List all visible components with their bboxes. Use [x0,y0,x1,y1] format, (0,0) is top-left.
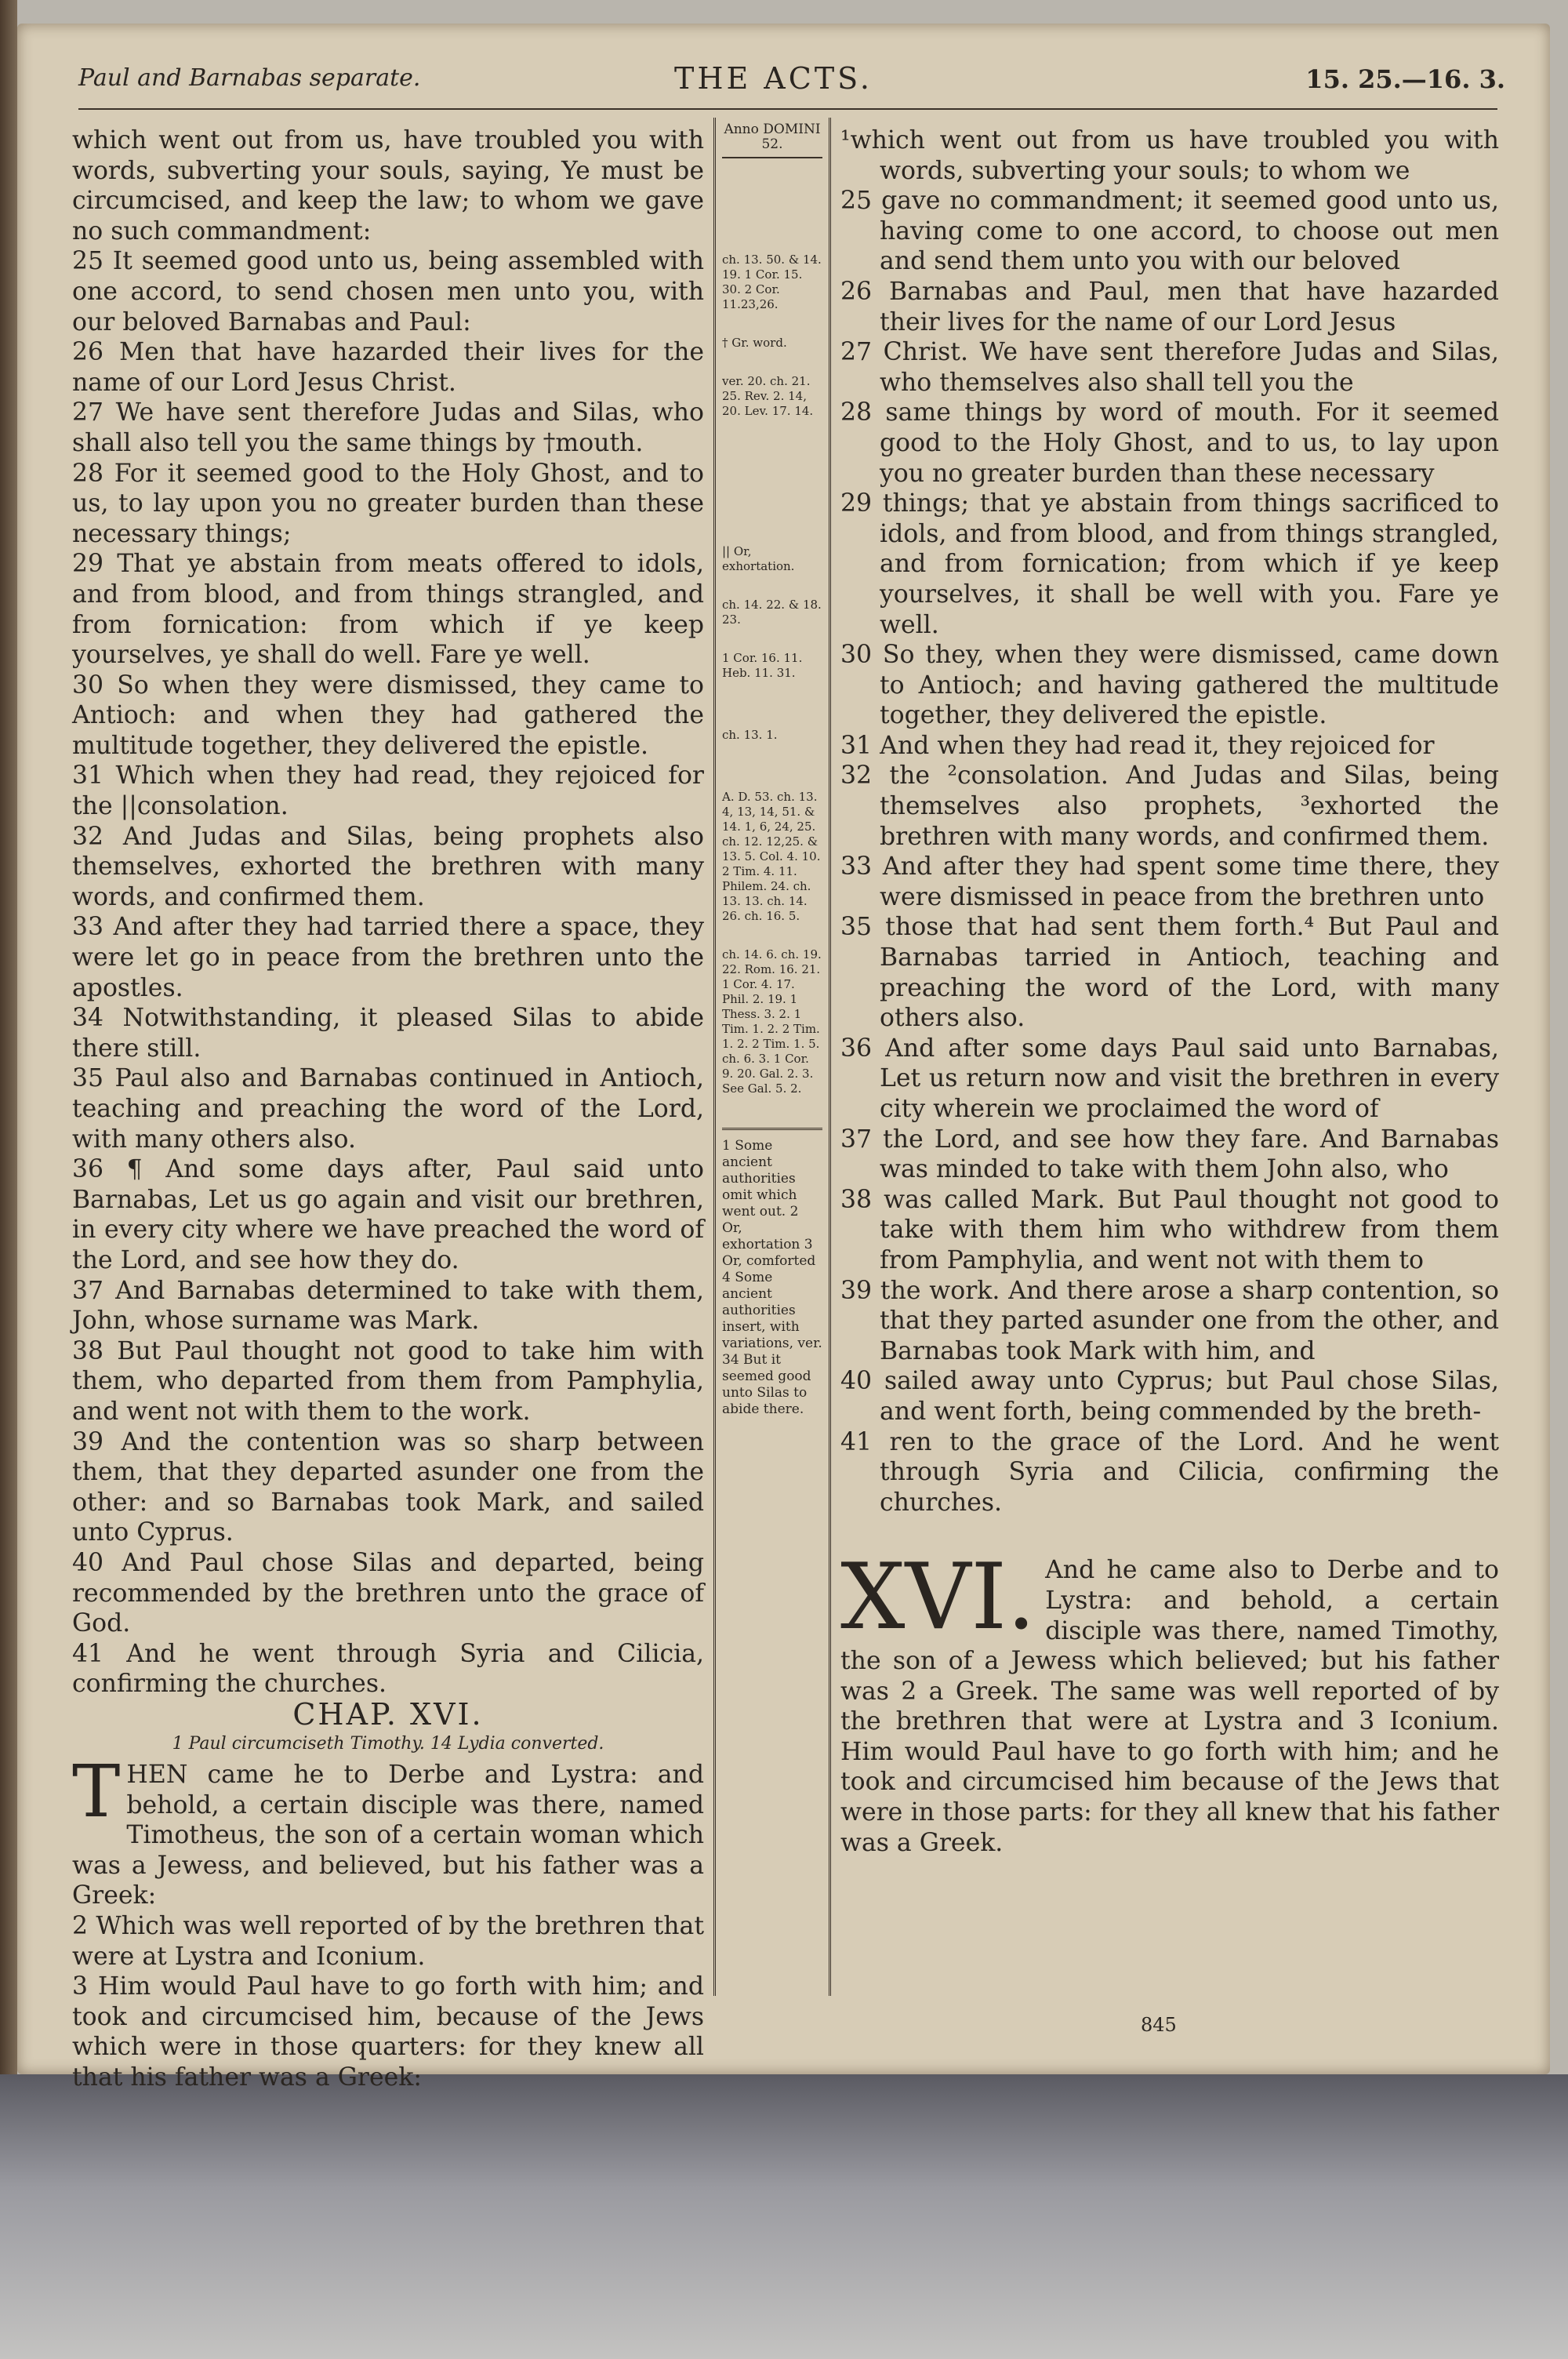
chapter-summary: 1 Paul circumciseth Timothy. 14 Lydia converted. [172,1734,604,1754]
cross-reference: ver. 20. ch. 21. 25. Rev. 2. 14, 20. Lev. 17. 14. [722,374,814,418]
drop-cap: T [72,1750,121,1834]
reference-column [713,118,831,1996]
rv-verse-number: 32 [840,761,890,791]
rv-verse-text: was called Mark. But Paul thought not good to take with them him who withdrew from them from Pamphylia, and went not with them to [880,1185,1499,1274]
rv-verse-number: 29 [840,489,883,518]
cross-reference: ch. 14. 22. & 18. 23. [722,598,822,627]
rv-verse-number: 28 [840,398,886,427]
kjv-verse [72,1750,704,1911]
cross-reference: ch. 13. 50. & 14. 19. 1 Cor. 15. 30. 2 Cor. 11.23,26. [722,253,822,311]
rv-verse-number: 36 [840,1034,886,1063]
cross-reference: A. D. 53. ch. 13. 4, 13, 14, 51. & 14. 1, 6, 24, 25. ch. 12. 12,25. & 13. 5. Col. 4. 10. 2 Tim. 4. 11. Philem. 24. ch. 13. 13. ch. 14. 26. ch. 16. 5. [722,790,821,923]
chapter-heading: CHAP. XVI. [292,1696,484,1732]
rv-verse-number: 37 [840,1125,884,1154]
kjv-verse: 36 ¶ And some days after, Paul said unto Barnabas, Let us go again and visit our brethren, in every city where we have preached the word of the Lord, and see how they do. [72,1155,704,1274]
cross-reference: † Gr. word. [722,336,787,350]
rv-verse-text: things; that ye abstain from things sacrificed to idols, and from blood, and from things strangled, and from fornication; from which if ye keep yourselves, it shall be well with you. Fare ye well. [880,489,1499,639]
kjv-verse: 31 Which when they had read, they rejoiced for the ||consolation. [72,761,704,821]
rv-chapter-text [840,1544,1499,1858]
rv-verse-number: 27 [840,338,884,367]
rv-verse-number: 33 [840,852,883,881]
rv-verse-number: 38 [840,1185,884,1214]
rv-verse-text: the work. And there arose a sharp contention, so that they parted asunder one from the other, and Barnabas took Mark with him, and [880,1276,1499,1365]
rv-verse [840,640,1499,731]
rv-verse-text: Barnabas and Paul, men that have hazarded their lives for the name of our Lord Jesus [880,277,1499,336]
kjv-verse: 34 Notwithstanding, it pleased Silas to abide there still. [72,1004,704,1063]
rv-verse-text: sailed away unto Cyprus; but Paul chose Silas, and went forth, being commended by the breth- [880,1367,1499,1426]
rv-verse-text: And after some days Paul said unto Barnabas, Let us return now and visit the brethren in every city wherein we proclaimed the word of [880,1034,1499,1123]
kjv-verse: 39 And the contention was so sharp between them, that they departed asunder one from the other: and so Barnabas took Mark, and sailed unto Cyprus. [72,1427,704,1547]
rv-verse-number: 30 [840,641,883,670]
book-spine [0,0,17,2078]
kjv-verse: 25 It seemed good unto us, being assembled with one accord, to send chosen men unto you, with our beloved Barnabas and Paul: [72,247,704,336]
rv-verse-text: So they, when they were dismissed, came down to Antioch; and having gathered the multitude together, they delivered the epistle. [880,641,1499,730]
rv-verse-number: 39 [840,1276,880,1305]
kjv-verse: 41 And he went through Syria and Cilicia, confirming the churches. [72,1639,704,1699]
rv-verse-number: 35 [840,913,886,942]
rv-verse [840,277,1499,337]
rv-verse [840,1276,1499,1367]
background-surface [0,2074,1568,2359]
rv-verse [840,489,1499,640]
rv-chapter-body: And he came also to Derbe and to Lystra: and behold, a certain disciple was there, named Timothy, the son of a Jewess which believed; but his father was 2 a Greek. The same was well reported of by the brethren that were at Lystra and 3 Iconium. Him would Paul have to go forth with him; and he took and circumcised him because of the Jews that were in those parts: for they all knew that his father was a Greek. [840,1556,1499,1857]
rv-verse [840,852,1499,912]
rv-verse-text: And when they had read it, they rejoiced for [880,731,1435,760]
kjv-verse: 27 We have sent therefore Judas and Silas, who shall also tell you the same things by †mouth. [72,398,704,457]
anno-domini: Anno DOMINI 52. [722,122,822,158]
rv-verse [840,125,1499,186]
kjv-verse: 28 For it seemed good to the Holy Ghost, and to us, to lay upon you no greater burden than these necessary things; [72,459,704,548]
page-number: 845 [1141,2014,1177,2036]
rv-verse-number: 40 [840,1367,884,1396]
rv-verse-text: those that had sent them forth.⁴ But Paul and Barnabas tarried in Antioch, teaching and preaching the word of the Lord, with many others also. [880,913,1499,1033]
kjv-verse: 26 Men that have hazarded their lives for the name of our Lord Jesus Christ. [72,338,704,397]
rv-verse [840,186,1499,277]
rv-verse-text: Christ. We have sent therefore Judas and Silas, who themselves also shall tell you the [880,338,1499,397]
kjv-verse: 37 And Barnabas determined to take with them, John, whose surname was Mark. [72,1276,704,1336]
rv-verse [840,1185,1499,1276]
rv-verse [840,337,1499,398]
rv-verse-number: 41 [840,1427,890,1456]
rv-verse [840,1427,1499,1518]
kjv-verse: 35 Paul also and Barnabas continued in Antioch, teaching and preaching the word of the Lord, with many others also. [72,1064,704,1154]
kjv-verse: 40 And Paul chose Silas and departed, being recommended by the brethren unto the grace of God. [72,1548,704,1638]
rv-verse [840,1125,1499,1185]
kjv-verse: 3 Him would Paul have to go forth with him; and took and circumcised him, because of the Jews which were in those quarters: for they knew all that his father was a Greek: [72,1972,704,2092]
cross-reference: || Or, exhortation. [722,544,795,573]
rv-verse-text: ¹which went out from us have troubled you with words, subverting your souls; to whom we [840,126,1499,185]
rv-verse [840,1366,1499,1427]
kjv-verse: 38 But Paul thought not good to take him with them, who departed from them from Pamphylia, and went not with them to the work. [72,1336,704,1426]
rv-verse-number: 25 [840,187,882,216]
rv-chapter [840,1544,1499,1858]
margin-notes: 1 Some ancient authorities omit which went out. 2 Or, exhortation 3 Or, comforted 4 Some ancient authorities insert, with variations, ver. 34 But it seemed good unto Silas to abide there. [722,1128,822,1418]
header-rule [78,108,1497,110]
kjv-verse: 32 And Judas and Silas, being prophets also themselves, exhorted the brethren with many words, and confirmed them. [72,822,704,911]
rv-verse [840,398,1499,489]
running-head-left: Paul and Barnabas separate. [78,64,421,92]
rv-chapter-numeral: XVI. [840,1544,1036,1651]
cross-reference: ch. 13. 1. [722,728,778,742]
kjv-verse-text: HEN came he to Derbe and Lystra: and behold, a certain disciple was there, named Timotheus, the son of a certain woman which was a Jewess, and believed, but his father was a Greek: [72,1761,704,1910]
rv-verse-text: And after they had spent some time there, they were dismissed in peace from the brethren unto [880,852,1499,911]
rv-verse [840,912,1499,1033]
kjv-column [72,125,704,2093]
rv-verse-text: the Lord, and see how they fare. And Barnabas was minded to take with them John also, who [880,1125,1499,1184]
book-title: THE ACTS. [674,61,873,96]
rv-verse-number: 26 [840,277,889,306]
cross-reference: ch. 14. 6. ch. 19. 22. Rom. 16. 21. 1 Cor. 4. 17. Phil. 2. 19. 1 Thess. 3. 2. 1 Tim. 1. 2. 2 Tim. 1. 2. 2 Tim. 1. 5. ch. 6. 3. 1 Cor. 9. 20. Gal. 2. 3. See Gal. 5. 2. [722,947,822,1096]
kjv-verse: which went out from us, have troubled you with words, subverting your souls, saying, Ye must be circumcised, and keep the law; to whom we gave no such commandment: [72,126,704,245]
kjv-verse: 30 So when they were dismissed, they came to Antioch: and when they had gathered the multitude together, they delivered the epistle. [72,671,704,760]
rv-verse [840,761,1499,852]
rv-verse-number: 31 [840,731,880,760]
rv-verse-text: ren to the grace of the Lord. And he went through Syria and Cilicia, confirming the churches. [880,1427,1499,1517]
kjv-verse: 33 And after they had tarried there a space, they were let go in peace from the brethren unto the apostles. [72,913,704,1002]
chapter-verse-range: 15. 25.—16. 3. [1305,64,1505,94]
kjv-verse: 2 Which was well reported of by the brethren that were at Lystra and Iconium. [72,1912,704,1971]
cross-reference: 1 Cor. 16. 11. Heb. 11. 31. [722,651,803,680]
rv-verse [840,731,1499,761]
rv-verse-text: same things by word of mouth. For it seemed good to the Holy Ghost, and to us, to lay upon you no greater burden than these necessary [880,398,1499,488]
rv-verse-text: the ²consolation. And Judas and Silas, being themselves also prophets, ³exhorted the brethren with many words, and confirmed them. [880,761,1499,851]
kjv-verse: 29 That ye abstain from meats offered to idols, and from blood, and from things strangled, and from fornication: from which if ye keep yourselves, ye shall do well. Fare ye well. [72,550,704,670]
rv-verse-text: gave no commandment; it seemed good unto us, having come to one accord, to choose out men and send them unto you with our beloved [880,187,1499,276]
rv-column [840,125,1499,1858]
rv-verse [840,1034,1499,1125]
